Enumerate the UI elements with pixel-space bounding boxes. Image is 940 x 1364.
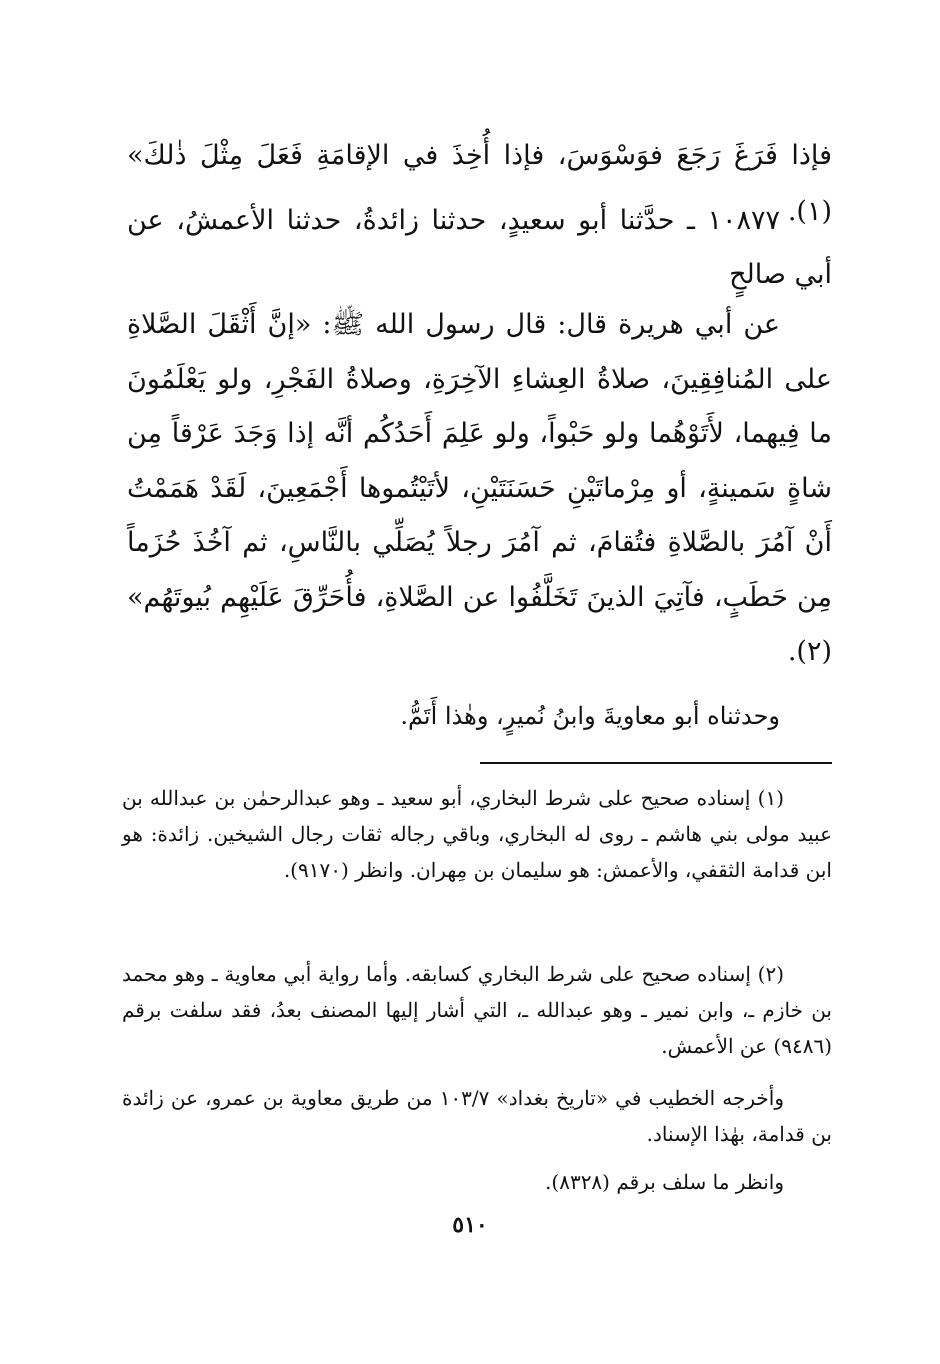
page-number: ٥١٠ [452, 1212, 488, 1238]
hadith-isnad-heading: ١٠٨٧٧ ـ حدَّثنا أبو سعيدٍ، حدثنا زائدةُ، حدثنا الأعمشُ، عن أبي صالحٍ [127, 205, 832, 290]
continued-hadith-text: فإذا فَرَغَ رَجَعَ فوَسْوَسَ، فإذا أُخِذَ في الإقامَةِ فَعَلَ مِثْلَ ذٰلكَ» (١). [127, 140, 832, 227]
footnote-1: (١) إسناده صحيح على شرط البخاري، أبو سعيد ـ وهو عبدالرحمٰن بن عبدالله بن عبيد مولى بني هاشم ـ روى له البخاري، وباقي رجاله ثقات رجال الشيخين. زائدة: هو ابن قدامة الثقفي، والأعمش: هو سليمان بن مِهران. وانظر (٩١٧٠). [122, 786, 832, 882]
hadith-matn-text: عن أبي هريرة قال: قال رسول الله ﷺ: «إنَّ أَثْقَلَ الصَّلاةِ على المُنافِقِينَ، صلاةُ العِشاءِ الآخِرَةِ، وصلاةُ الفَجْرِ، ولو يَعْلَمُونَ ما فِيهما، لأَتَوْهُما ولو حَبْواً، ولو عَلِمَ أَحَدُكُم أنَّه إذا وَجَدَ عَرْقاً مِن شاةٍ سَمينةٍ، أو مِرْماتَيْنِ حَسَنَتَيْنِ، لأتَيْتُموها أَجْمَعِينَ، لَقَدْ هَمَمْتُ أَنْ آمُرَ بالصَّلاةِ فتُقامَ، ثم آمُرَ رجلاً يُصَلِّي بالنَّاسِ، ثم آخُذَ حُزَماً مِن حَطَبٍ، فآتِيَ الذينَ تَخَلَّفُوا عن الصَّلاةِ، فأُحَرِّقَ عَلَيْهِم بُيوتَهُم» (٢). [127, 309, 832, 667]
footnote-2: (٢) إسناده صحيح على شرط البخاري كسابقه. وأما رواية أبي معاوية ـ وهو محمد بن خازم ـ، وابن نمير ـ وهو عبدالله ـ، التي أشار إليها المصنف بعدُ، فقد سلفت برقم (٩٤٨٦) عن الأعمش. [122, 962, 832, 1058]
footnote-2-takhrij: وأخرجه الخطيب في «تاريخ بغداد» ١٠٣/٧ من طريق معاوية بن عمرو، عن زائدة بن قدامة، بهٰذا الإسناد. [122, 1086, 832, 1146]
alternate-chain-note: وحدثناه أبو معاويةَ وابنُ نُميرٍ، وهٰذا أَتَمُّ. [400, 702, 780, 730]
footnote-divider [480, 762, 832, 764]
footnote-2-cross-reference: وانظر ما سلف برقم (٨٣٢٨). [545, 1170, 784, 1194]
